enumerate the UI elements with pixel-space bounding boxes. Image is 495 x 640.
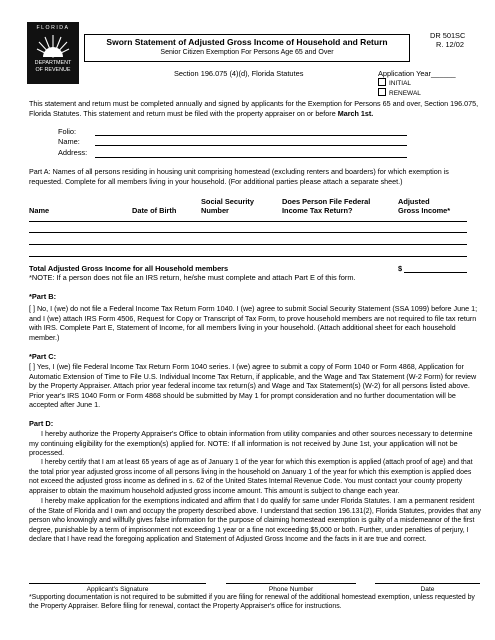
total-agi-dollar: $ xyxy=(398,264,403,273)
col-federal-header-line2: Income Tax Return? xyxy=(282,206,353,215)
intro-text: This statement and return must be completed annually and signed by applicants for the Exemption for Persons 65 and over, Section 196.075, Florida Statutes. This statement and return must be filed with the property appraiser on or before xyxy=(29,99,479,118)
household-member-row[interactable] xyxy=(29,256,467,257)
col-dob-header: Date of Birth xyxy=(132,206,177,215)
address-label: Address: xyxy=(58,148,88,157)
col-name-header: Name xyxy=(29,206,50,215)
renewal-checkbox[interactable] xyxy=(378,88,386,96)
part-a-note: *NOTE: If a person does not file an IRS return, he/she must complete and attach Part E of this form. xyxy=(29,273,356,282)
form-title: Sworn Statement of Adjusted Gross Income of Household and Return xyxy=(106,37,388,47)
total-agi-label: Total Adjusted Gross Income for all Household members xyxy=(29,264,229,273)
initial-option[interactable] xyxy=(378,78,411,89)
form-subtitle: Senior Citizen Exemption For Persons Age 65 and Over xyxy=(160,49,334,56)
dor-logo xyxy=(27,22,79,84)
renewal-label: RENEWAL xyxy=(389,90,421,97)
logo-department-line1: DEPARTMENT xyxy=(34,60,72,66)
application-year-label: Application Year______ xyxy=(378,69,456,78)
address-field[interactable] xyxy=(95,157,407,158)
part-d-certification: I hereby certify that I am at least 65 years of age as of January 1 of the year for which this exemption is applied (attach proof of age) and that the total prior year adjusted gross income of all persons living in the household on January 1 of the year for which this exemption is applied does not exceed the adjusted gross income as defined in s. 62 of the United States Internal Revenue Code. You must contact your county property appraiser to obtain the maximum household adjusted gross income amount. This amount is subject to change each year. xyxy=(29,459,473,495)
name-label: Name: xyxy=(58,137,80,146)
statute-reference: Section 196.075 (4)(d), Florida Statutes xyxy=(174,69,304,78)
part-a-instructions: Part A: Names of all persons residing in housing unit comprising homestead (excluding renters and boarders) for which exemption is requested. Complete for all members living in your household. (For additional parties please attach a separate sheet.) xyxy=(29,167,449,186)
folio-field[interactable] xyxy=(95,135,407,136)
part-c-heading: *Part C: xyxy=(29,352,57,361)
household-member-row[interactable] xyxy=(29,221,467,222)
col-federal-header-line1: Does Person File Federal xyxy=(282,197,371,206)
col-ssn-header-line2: Number xyxy=(201,206,229,215)
phone-number-field[interactable] xyxy=(226,583,356,584)
folio-label: Folio: xyxy=(58,127,77,136)
renewal-option[interactable] xyxy=(378,88,421,99)
initial-label: INITIAL xyxy=(389,80,412,87)
logo-department-line2: OF REVENUE xyxy=(35,67,71,74)
part-d-authorization: I hereby authorize the Property Appraiser's Office to obtain information from utility companies and other sources necessary to determine my continuing eligibility for the exemption(s) applied for. NOTE: If all information is not received by June 1st, your application will not be processed. xyxy=(29,429,473,457)
intro-paragraph xyxy=(29,99,481,118)
applicant-signature-label: Applicant's Signature xyxy=(86,586,149,593)
household-member-row[interactable] xyxy=(29,244,467,245)
deadline-text: March 1st. xyxy=(337,108,374,118)
part-c-text: [ ] Yes, I (we) file Federal Income Tax Return Form 1040 series. I (we) agree to submit a copy of Form 1040 or Form 4868, Application for Automatic Extension of Time to File U.S. Individual Income Tax Return, if applicable, and the Wage and Tax Statement (W-2 Form) for review by the Property Appraiser. Attach prior year federal income tax return(s) and Wage and Tax Statement(s) (W-2) for all persons listed above. Prior year's IRS 1040 Form or Form 4868 should be submitted by May 1 for prompt consideration and no further documentation will be accepted after June 1. xyxy=(29,362,477,409)
part-b-text: [ ] No, I (we) do not file a Federal Income Tax Return Form 1040. I (we) agree to submit Social Security Statement (SSA 1099) before June 1; and I (we) attach IRS Form 4506, Request for Copy or Transcript of Tax Form, to prove household members are not required to file tax return with IRS. Complete Part E, Statement of Income, for all members living in your household. (Attach additional sheet for each household member.) xyxy=(29,304,478,342)
footer-note: *Supporting documentation is not required to be submitted if you are filing for renewal of the additional homestead exemption, unless requested by the Property Appraiser. Before filing for renewal, contact the Property Appraiser's office for instructions. xyxy=(29,594,475,610)
household-member-row[interactable] xyxy=(29,232,467,233)
sunburst-icon xyxy=(36,33,70,59)
total-agi-field[interactable] xyxy=(404,272,467,273)
initial-checkbox[interactable] xyxy=(378,78,386,86)
name-field[interactable] xyxy=(95,145,407,146)
col-agi-header-line2: Gross Income* xyxy=(398,206,451,215)
phone-number-label: Phone Number xyxy=(268,586,314,593)
col-ssn-header-line1: Social Security xyxy=(201,197,254,206)
col-agi-header-line1: Adjusted xyxy=(398,197,430,206)
part-b-heading: *Part B: xyxy=(29,292,57,301)
logo-state-text: FLORIDA xyxy=(36,25,70,31)
part-d-affirmation: I hereby make application for the exemptions indicated and affirm that I do qualify for same under Florida Statutes. I am a permanent resident of the State of Florida and I own and occupy the property described above. I understand that section 196.131(2), Florida Statutes, provides that any person who knowingly and willfully gives false information for the purpose of claiming homestead exemption is guilty of a misdemeanor of the first degree, punishable by a term of imprisonment not exceeding 1 year or a fine not exceeding $5,000 or both. Further, under penalties of perjury, I declare that I have read the foregoing application and Statement of Adjusted Gross Income and the facts in it are true and correct. xyxy=(29,498,481,543)
part-d-heading: Part D: xyxy=(29,419,54,428)
date-field[interactable] xyxy=(375,583,480,584)
date-label: Date xyxy=(420,586,435,593)
form-title-box xyxy=(84,34,410,62)
form-revision: R. 12/02 xyxy=(436,40,464,49)
form-number: DR 501SC xyxy=(430,31,466,40)
applicant-signature-field[interactable] xyxy=(29,583,206,584)
